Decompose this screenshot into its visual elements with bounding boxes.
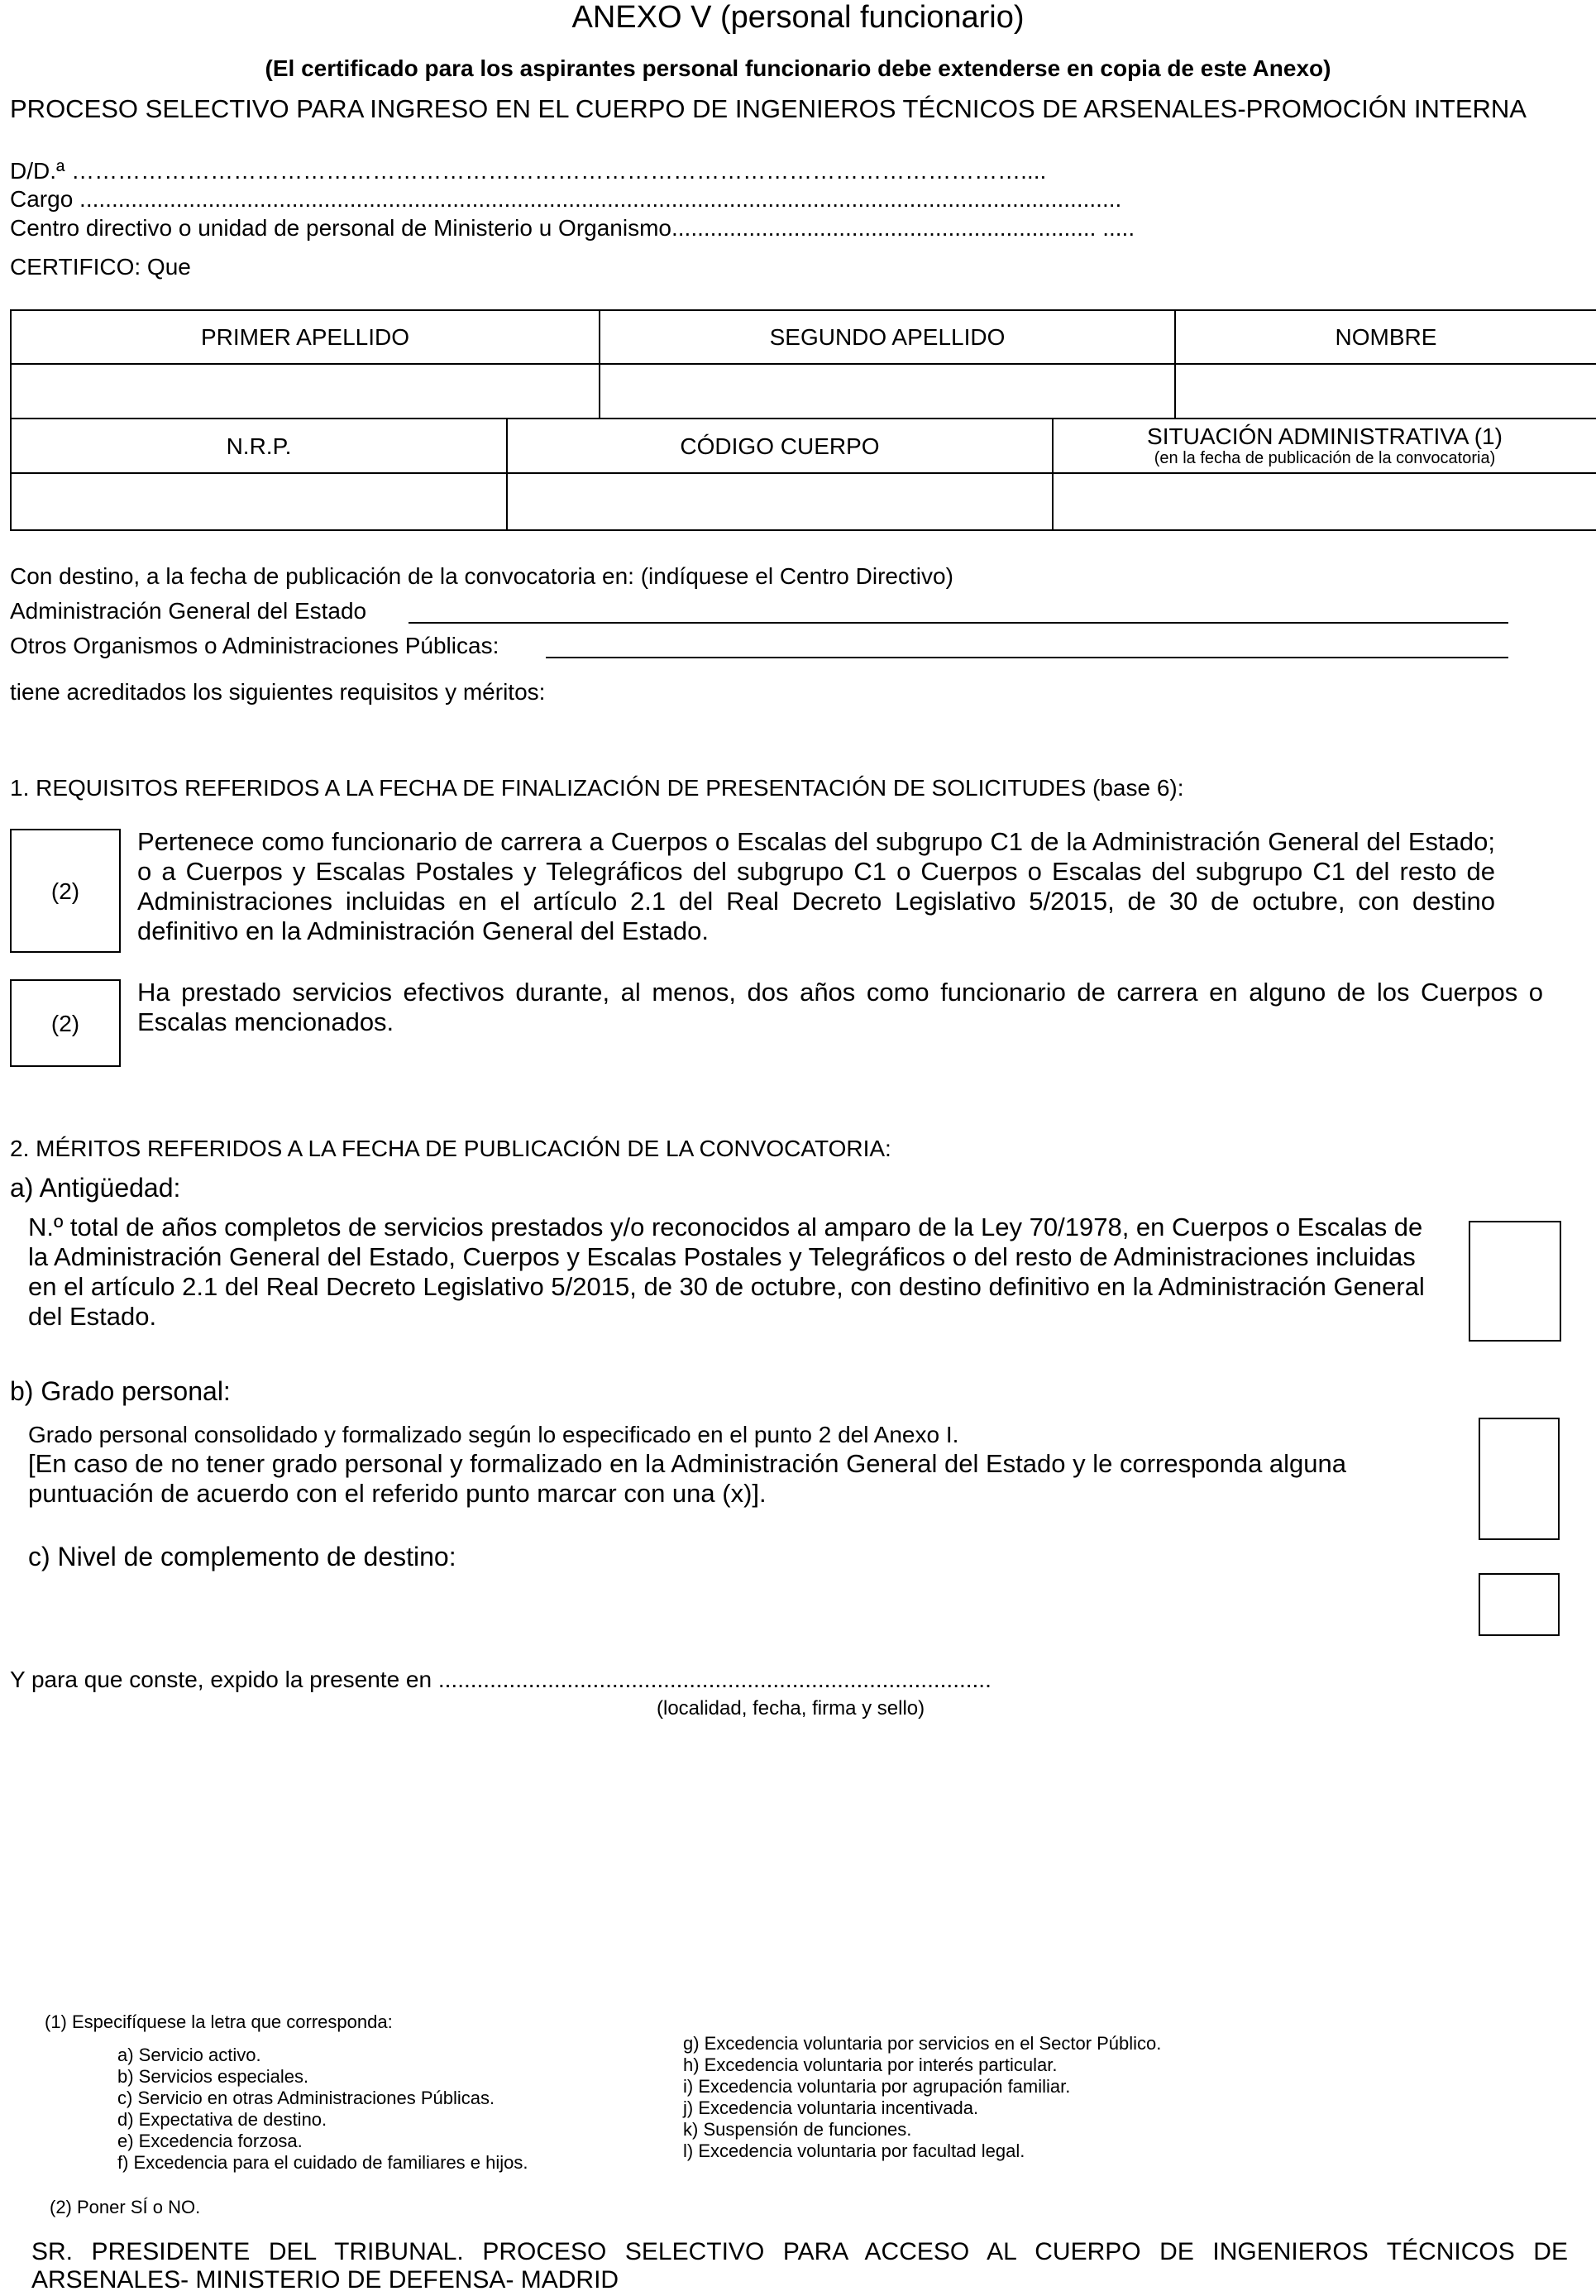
- footnote-item: k) Suspensión de funciones.: [683, 2119, 912, 2140]
- input-situacion[interactable]: [1054, 474, 1596, 529]
- antiguedad-box[interactable]: [1469, 1221, 1561, 1342]
- grado-box[interactable]: [1479, 1418, 1560, 1540]
- requisito2-text: Ha prestado servicios efectivos durante, al menos, dos años como funcionario de carrera en alguno de los Cuerpos o Escalas mencionados.: [137, 978, 1543, 1036]
- input-nrp[interactable]: [12, 474, 508, 529]
- subtitle: (El certificado para los aspirantes personal funcionario debe extenderse en copia de este Anexo): [265, 55, 1331, 81]
- process-title: PROCESO SELECTIVO PARA INGRESO EN EL CUERPO DE INGENIEROS TÉCNICOS DE ARSENALES-PROMOCIÓN INTERNA: [10, 94, 1527, 123]
- footnote-item: d) Expectativa de destino.: [117, 2109, 327, 2130]
- closing-text: Y para que conste, expido la presente en ......................................................................................: [10, 1667, 992, 1692]
- certifico-label: CERTIFICO: Que: [10, 254, 191, 280]
- antiguedad-text: N.º total de años completos de servicios prestados y/o reconocidos al amparo de la Ley 70/1978, en Cuerpos o Escalas de la Administración General del Estado, Cuerpos y Escalas Postales y Telegráficos o del resto de Administraciones incluidas en el artículo 2.1 del Real Decreto Legislativo 5/2015, de 30 de octubre, con destino definitivo en la Administración General del Estado.: [28, 1213, 1425, 1331]
- footnote2: (2) Poner SÍ o NO.: [50, 2197, 201, 2217]
- grado-title: b) Grado personal:: [10, 1376, 231, 1406]
- tiene-label: tiene acreditados los siguientes requisitos y méritos:: [10, 679, 546, 705]
- header-nrp: N.R.P.: [12, 419, 508, 474]
- dda-field: D/D.ª ……………………………………………………………………………………………………………....: [10, 158, 1047, 184]
- requisito2-box[interactable]: (2): [10, 979, 121, 1067]
- footnote-item: a) Servicio activo.: [117, 2045, 261, 2065]
- nivel-box[interactable]: [1479, 1573, 1560, 1636]
- footnote1-right-list: [683, 2033, 1161, 2162]
- footnote1-left-list: [117, 2045, 528, 2174]
- grado-line1: Grado personal consolidado y formalizado según lo especificado en el punto 2 del Anexo I.: [28, 1422, 959, 1447]
- requisito1-text: Pertenece como funcionario de carrera a Cuerpos o Escalas del subgrupo C1 de la Administración General del Estado; o a Cuerpos y Escalas Postales y Telegráficos del subgrupo C1 o Cuerpos o Escalas del subgrupo C1 del resto de Administraciones incluidas en el artículo 2.1 del Real Decreto Legislativo 5/2015, de 30 de octubre, con destino definitivo en la Administración General del Estado.: [137, 827, 1495, 945]
- requisito1-box[interactable]: (2): [10, 829, 121, 953]
- footnote-item: g) Excedencia voluntaria por servicios en el Sector Público.: [683, 2033, 1162, 2054]
- footnote-item: j) Excedencia voluntaria incentivada.: [683, 2097, 979, 2118]
- otros-label: Otros Organismos o Administraciones Públicas:: [10, 633, 499, 658]
- antiguedad-title: a) Antigüedad:: [10, 1173, 181, 1203]
- header-primer-apellido: PRIMER APELLIDO: [12, 311, 600, 365]
- footnote-item: l) Excedencia voluntaria por facultad legal.: [683, 2141, 1025, 2161]
- footnote-item: b) Servicios especiales.: [117, 2066, 309, 2087]
- identity-table: [10, 309, 1596, 531]
- section2-heading: 2. MÉRITOS REFERIDOS A LA FECHA DE PUBLICACIÓN DE LA CONVOCATORIA:: [10, 1136, 891, 1161]
- input-primer-apellido[interactable]: [12, 365, 600, 419]
- header-codigo-cuerpo: CÓDIGO CUERPO: [508, 419, 1054, 474]
- input-nombre[interactable]: [1176, 365, 1596, 419]
- age-line[interactable]: [409, 622, 1508, 624]
- footnote-item: i) Excedencia voluntaria por agrupación familiar.: [683, 2076, 1071, 2097]
- footnote-item: f) Excedencia para el cuidado de familiares e hijos.: [117, 2152, 528, 2173]
- age-label: Administración General del Estado: [10, 598, 367, 624]
- centro-field: Centro directivo o unidad de personal de Ministerio u Organismo.................................................................. .....: [10, 215, 1135, 241]
- input-codigo-cuerpo[interactable]: [508, 474, 1054, 529]
- closing-caption: (localidad, fecha, firma y sello): [657, 1697, 925, 1720]
- header-segundo-apellido: SEGUNDO APELLIDO: [600, 311, 1176, 365]
- addressee: SR. PRESIDENTE DEL TRIBUNAL. PROCESO SELECTIVO PARA ACCESO AL CUERPO DE INGENIEROS TÉCNICOS DE ARSENALES- MINISTERIO DE DEFENSA- MADRID: [31, 2238, 1568, 2294]
- situacion-note: (en la fecha de publicación de la convocatoria): [1154, 449, 1496, 467]
- cargo-field: Cargo ..................................................................................................................................................................: [10, 186, 1122, 212]
- footnote1-title: (1) Especifíquese la letra que corresponda:: [45, 2011, 393, 2032]
- situacion-label: SITUACIÓN ADMINISTRATIVA (1): [1147, 423, 1503, 449]
- footnote-item: h) Excedencia voluntaria por interés particular.: [683, 2054, 1058, 2075]
- section1-heading: 1. REQUISITOS REFERIDOS A LA FECHA DE FINALIZACIÓN DE PRESENTACIÓN DE SOLICITUDES (base 6):: [10, 775, 1184, 801]
- otros-line[interactable]: [546, 657, 1508, 658]
- footnote-item: e) Excedencia forzosa.: [117, 2131, 303, 2151]
- header-nombre: NOMBRE: [1176, 311, 1596, 365]
- page-title: ANEXO V (personal funcionario): [571, 0, 1025, 35]
- input-segundo-apellido[interactable]: [600, 365, 1176, 419]
- header-situacion: [1054, 419, 1596, 474]
- grado-line2: [En caso de no tener grado personal y formalizado en la Administración General del Estado y le corresponda alguna puntuación de acuerdo con el referido punto marcar con una (x)].: [28, 1449, 1347, 1508]
- footnote-item: c) Servicio en otras Administraciones Públicas.: [117, 2088, 495, 2108]
- nivel-title: c) Nivel de complemento de destino:: [28, 1542, 456, 1571]
- destino-intro: Con destino, a la fecha de publicación de la convocatoria en: (indíquese el Centro Directivo): [10, 563, 953, 589]
